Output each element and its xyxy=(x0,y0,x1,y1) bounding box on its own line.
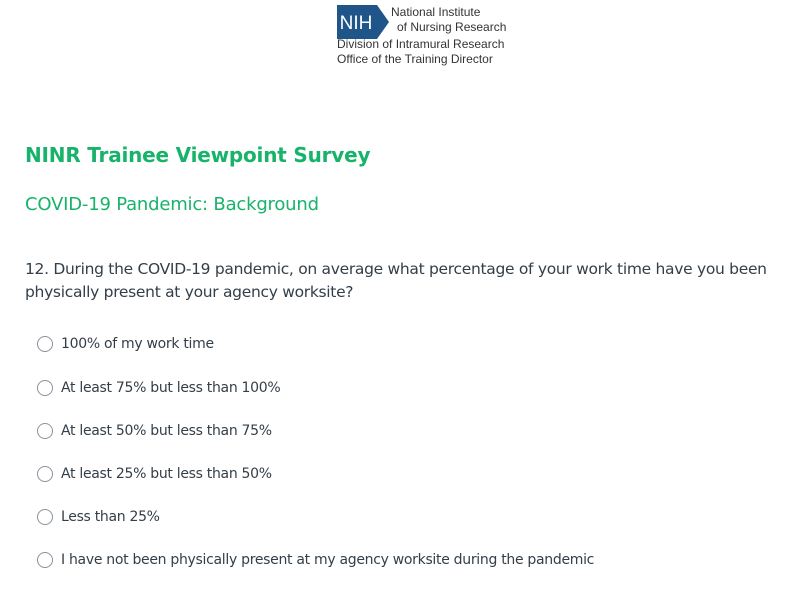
radio-button[interactable] xyxy=(37,466,53,482)
answer-option[interactable] xyxy=(37,377,280,399)
answer-option-label: Less than 25% xyxy=(61,509,160,525)
radio-button[interactable] xyxy=(37,509,53,525)
nih-logo-icon xyxy=(337,5,389,39)
radio-button[interactable] xyxy=(37,380,53,396)
ninr-logo xyxy=(337,3,537,67)
radio-button[interactable] xyxy=(37,552,53,568)
answer-option-label: At least 25% but less than 50% xyxy=(61,466,272,482)
page-title: COVID-19 Pandemic: Background xyxy=(25,194,319,215)
institute-name xyxy=(391,5,506,35)
survey-title: NINR Trainee Viewpoint Survey xyxy=(25,143,371,167)
answer-option-label: I have not been physically present at my agency worksite during the pandemic xyxy=(61,552,595,568)
answer-option[interactable] xyxy=(37,549,594,571)
radio-button[interactable] xyxy=(37,423,53,439)
nih-logo-text: NIH xyxy=(339,13,373,34)
question-text: 12. During the COVID-19 pandemic, on average what percentage of your work time have you been physically present at your agency worksite? xyxy=(25,260,767,301)
answer-option[interactable] xyxy=(37,463,272,485)
answer-option[interactable] xyxy=(37,333,214,355)
institute-division xyxy=(337,37,504,67)
radio-button[interactable] xyxy=(37,336,53,352)
office-line: Office of the Training Director xyxy=(337,52,493,66)
answer-option-label: At least 75% but less than 100% xyxy=(61,380,281,396)
answer-option-label: 100% of my work time xyxy=(61,336,214,352)
institute-name-line2: of Nursing Research xyxy=(397,20,507,34)
answer-option-label: At least 50% but less than 75% xyxy=(61,423,272,439)
institute-name-line1: National Institute xyxy=(391,5,481,19)
answer-option[interactable] xyxy=(37,420,272,442)
answer-option[interactable] xyxy=(37,506,160,528)
division-line: Division of Intramural Research xyxy=(337,37,505,51)
